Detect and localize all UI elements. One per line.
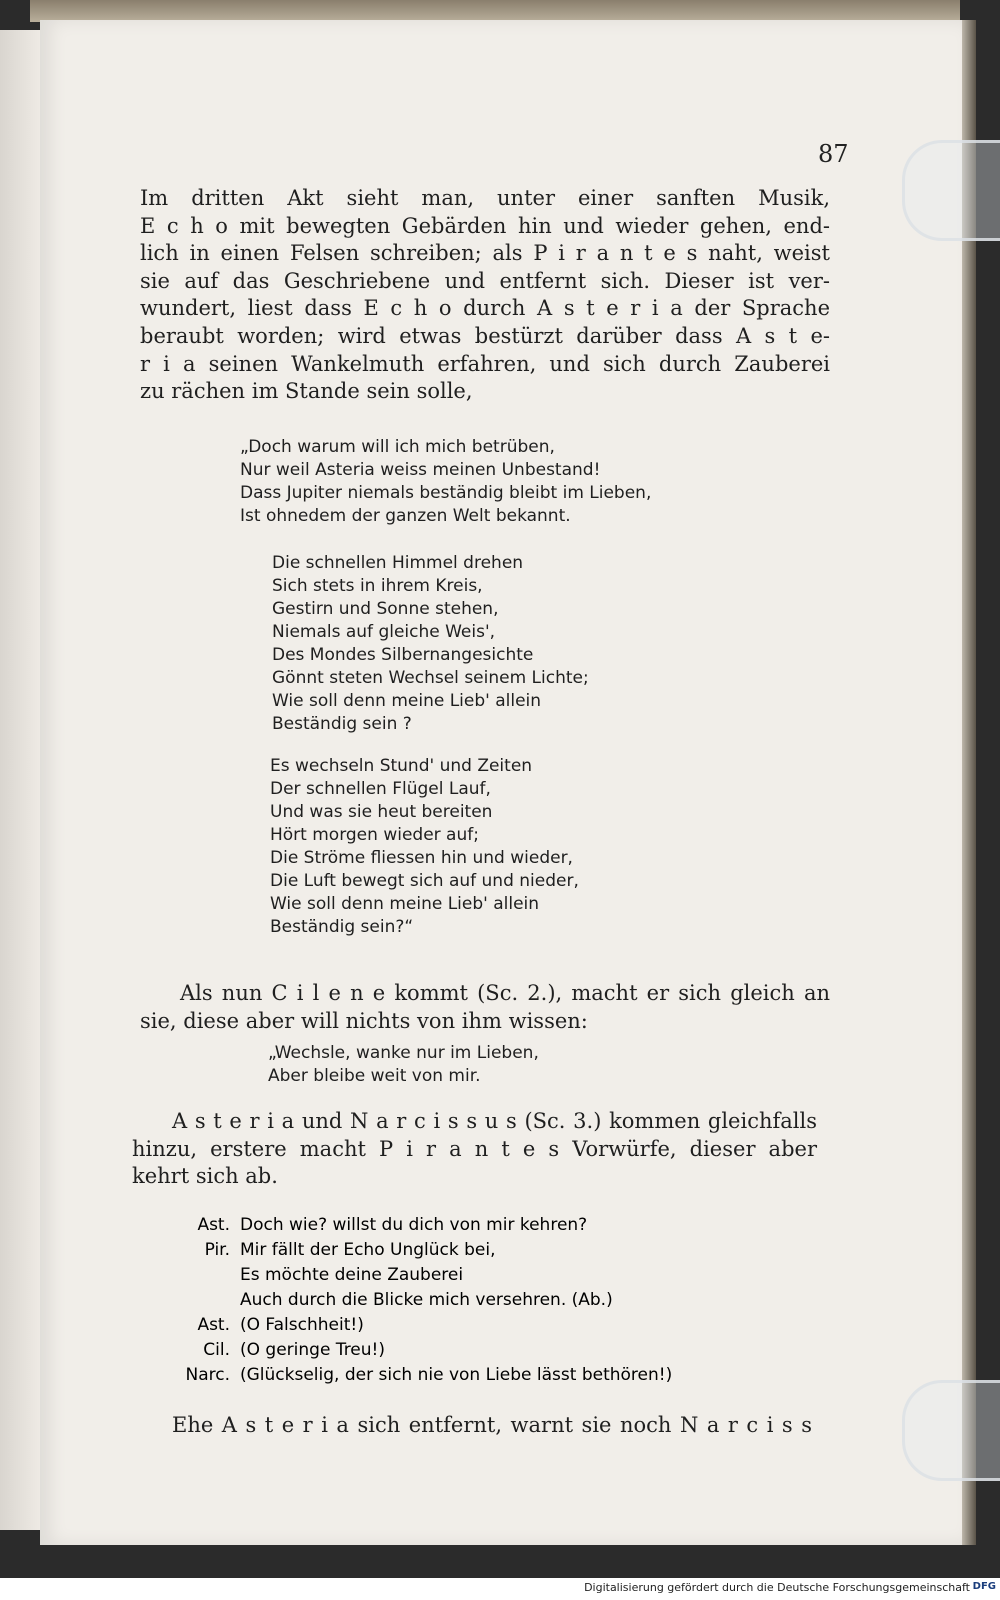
verse-line: Gestirn und Sonne stehen, <box>272 599 499 619</box>
paragraph-line: E c h o mit bewegten Gebärden hin und wieder gehen, end- <box>140 213 830 238</box>
paragraph-line: sie, diese aber will nichts von ihm wissen: <box>140 1008 588 1033</box>
book-right-edge <box>962 20 976 1545</box>
paragraph-line: r i a seinen Wankelmuth erfahren, und sich durch Zauberei <box>140 351 830 376</box>
verse-line: Und was sie heut bereiten <box>270 802 493 822</box>
dialogue-row <box>150 1238 850 1313</box>
verse-line: Nur weil Asteria weiss meinen Unbestand! <box>240 460 601 480</box>
dialogue-line: Es möchte deine Zauberei <box>240 1265 464 1285</box>
paragraph-line: Ehe A s t e r i a sich entfernt, warnt sie noch N a r c i s s <box>172 1413 812 1437</box>
dialogue-block <box>150 1213 850 1388</box>
paragraph-3 <box>132 1108 817 1191</box>
funding-credit: Digitalisierung gefördert durch die Deutsche Forschungsgemeinschaft <box>584 1581 970 1594</box>
dialogue-row <box>150 1338 850 1363</box>
paragraph-line: A s t e r i a und N a r c i s s u s (Sc. 3.) kommen gleichfalls <box>172 1109 817 1133</box>
paragraph-4 <box>172 1412 812 1440</box>
book-left-edge <box>0 30 40 1530</box>
verse-line: Sich stets in ihrem Kreis, <box>272 576 483 596</box>
verse-line: Wie soll denn meine Lieb' allein <box>270 894 540 914</box>
page-number: 87 <box>818 140 849 168</box>
dialogue-row <box>150 1213 850 1238</box>
verse-line: Beständig sein ? <box>272 714 412 734</box>
speaker-name: Pir. <box>204 1240 230 1260</box>
paragraph-line: kehrt sich ab. <box>132 1164 278 1189</box>
verse-line: „Wechsle, wanke nur im Lieben, <box>268 1043 539 1063</box>
book-top-edge <box>30 0 960 22</box>
verse-block-2 <box>272 552 589 736</box>
paragraph-line: wundert, liest dass E c h o durch A s t e r i a der Sprache <box>140 296 830 321</box>
dialogue-line: (O Falschheit!) <box>240 1315 364 1335</box>
verse-line: Wie soll denn meine Lieb' allein <box>272 691 542 711</box>
verse-line: Die Luft bewegt sich auf und nieder, <box>270 871 579 891</box>
dialogue-line: (Glückselig, der sich nie von Liebe lässt bethören!) <box>240 1365 673 1385</box>
verse-block-3 <box>270 755 579 939</box>
verse-line: „Doch warum will ich mich betrüben, <box>240 437 555 457</box>
paragraph-line: lich in einen Felsen schreiben; als P i r a n t e s naht, weist <box>140 241 830 266</box>
dialogue-row <box>150 1313 850 1338</box>
paragraph-line: Im dritten Akt sieht man, unter einer sanften Musik, <box>140 186 830 210</box>
paragraph-line: sie auf das Geschriebene und entfernt sich. Dieser ist ver- <box>140 268 830 293</box>
verse-line: Dass Jupiter niemals beständig bleibt im Lieben, <box>240 483 652 503</box>
speaker-name: Narc. <box>185 1365 230 1385</box>
paragraph-2 <box>140 980 830 1035</box>
verse-line: Des Mondes Silbernangesichte <box>272 645 534 665</box>
dialogue-line: Auch durch die Blicke mich versehren. (Ab.) <box>240 1290 613 1310</box>
verse-block-4 <box>268 1042 539 1088</box>
paragraph-line: zu rächen im Stande sein solle, <box>140 379 473 404</box>
verse-line: Ist ohnedem der ganzen Welt bekannt. <box>240 506 571 526</box>
verse-line: Hört morgen wieder auf; <box>270 825 479 845</box>
dialogue-line: Doch wie? willst du dich von mir kehren? <box>240 1215 588 1235</box>
verse-block-1 <box>240 436 651 528</box>
verse-line: Es wechseln Stund' und Zeiten <box>270 756 533 776</box>
dialogue-line: Mir fällt der Echo Unglück bei, <box>240 1240 496 1260</box>
verse-line: Beständig sein?“ <box>270 917 414 937</box>
verse-line: Gönnt steten Wechsel seinem Lichte; <box>272 668 589 688</box>
paragraph-line: hinzu, erstere macht P i r a n t e s Vorwürfe, dieser aber <box>132 1136 817 1161</box>
paragraph-1 <box>140 185 830 406</box>
verse-line: Die schnellen Himmel drehen <box>272 553 524 573</box>
page-clip-top <box>902 140 1000 241</box>
verse-line: Aber bleibe weit von mir. <box>268 1066 481 1086</box>
verse-line: Niemals auf gleiche Weis', <box>272 622 496 642</box>
dfg-logo: DFG <box>972 1581 996 1592</box>
speaker-name: Ast. <box>197 1315 230 1335</box>
paragraph-line: beraubt worden; wird etwas bestürzt darüber dass A s t e- <box>140 323 830 348</box>
dialogue-line: (O geringe Treu!) <box>240 1340 385 1360</box>
verse-line: Der schnellen Flügel Lauf, <box>270 779 491 799</box>
dialogue-row <box>150 1363 850 1388</box>
speaker-name: Ast. <box>197 1215 230 1235</box>
verse-line: Die Ströme fliessen hin und wieder, <box>270 848 573 868</box>
paragraph-line: Als nun C i l e n e kommt (Sc. 2.), macht er sich gleich an <box>180 981 830 1005</box>
page-clip-bottom <box>902 1380 1000 1481</box>
speaker-name: Cil. <box>203 1340 230 1360</box>
footer-bar <box>0 1578 1000 1600</box>
